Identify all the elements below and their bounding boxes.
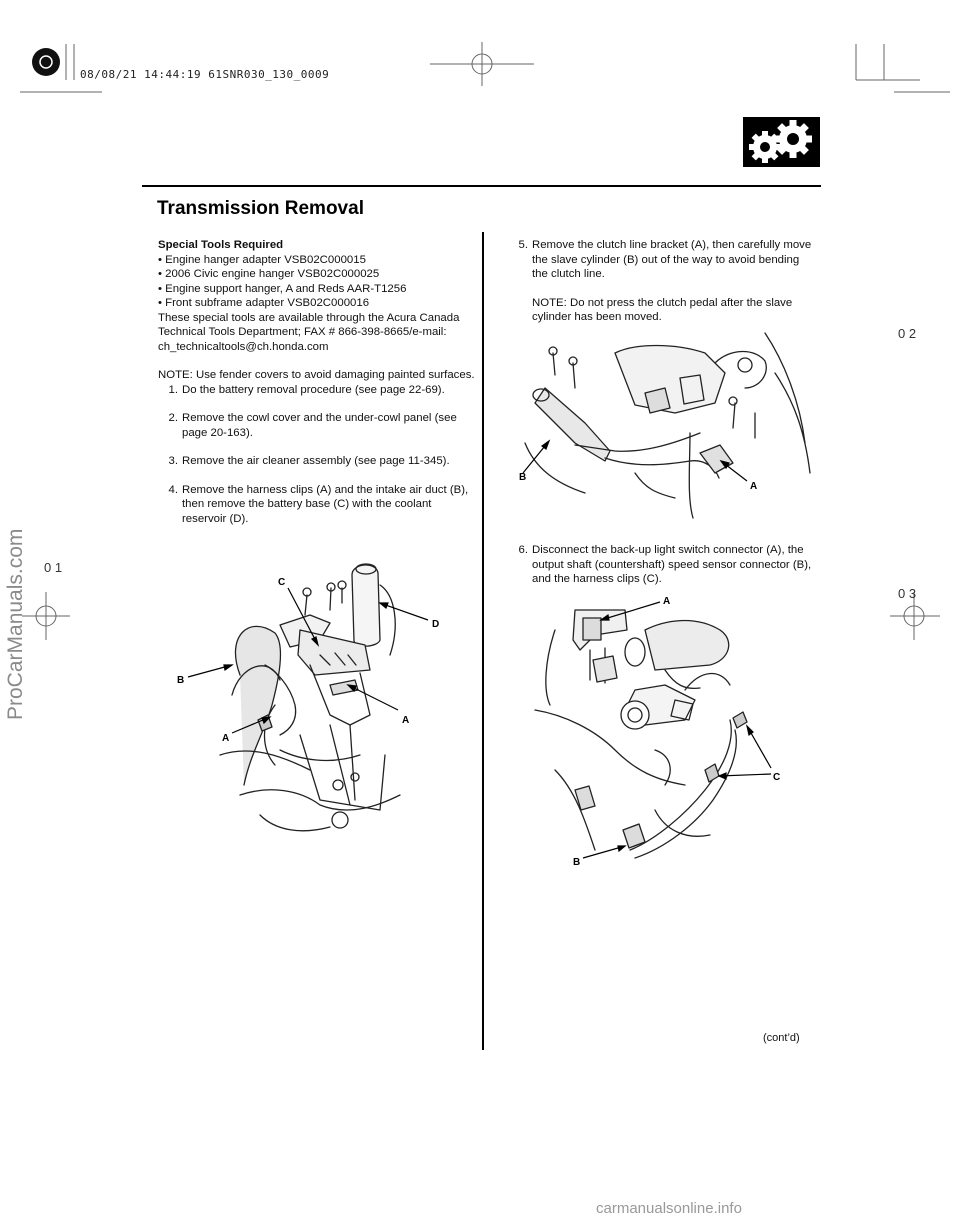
step-1 <box>158 383 476 398</box>
right-column-step-6 <box>508 543 818 587</box>
gears-icon <box>743 117 820 167</box>
watermark-procarmanuals: ProCarManuals.com <box>4 528 27 720</box>
margin-mark-03: 0 3 <box>898 586 917 601</box>
step-number: 6. <box>518 544 528 556</box>
special-tools-heading: Special Tools Required <box>158 239 284 251</box>
figure-callout-b: B <box>573 857 581 868</box>
step-number: 1. <box>168 383 178 396</box>
figure-callout-a: A <box>750 481 758 492</box>
tool-item: • 2006 Civic engine hanger VSB02C000025 <box>158 268 380 280</box>
step-4 <box>158 483 476 527</box>
step-text: Disconnect the back-up light switch connector (A), the output shaft (countershaft) speed sensor connector (B), and the harness clips (C). <box>532 544 812 585</box>
margin-mark-01: 0 1 <box>44 560 63 575</box>
step-text: Remove the cowl cover and the under-cowl panel (see page 20-163). <box>182 412 457 439</box>
figure-connectors-harness <box>535 590 810 880</box>
step-3 <box>158 454 476 469</box>
step-number: 2. <box>168 412 178 424</box>
figure-callout-c: C <box>773 772 781 783</box>
figure-callout-b: B <box>519 472 527 483</box>
header-rule <box>142 185 821 187</box>
column-divider <box>482 232 484 1050</box>
figure-callout-d: D <box>432 619 440 630</box>
tool-item: • Front subframe adapter VSB02C000016 <box>158 297 370 309</box>
step-number: 4. <box>168 483 178 496</box>
figure-callout-c: C <box>278 577 286 588</box>
tools-availability: These special tools are available through the Acura Canada Technical Tools Department; FAX # 866-398-8665/e-mail: ch_technicaltools@ch.honda.com <box>158 311 460 353</box>
figure-callout-a: A <box>663 596 671 607</box>
step-5 <box>508 238 818 325</box>
left-column <box>158 238 476 526</box>
watermark-carmanualsonline: carmanualsonline.info <box>596 1200 742 1217</box>
step-number: 3. <box>168 455 178 467</box>
figure-battery-base <box>177 555 480 845</box>
print-stamp: 08/08/21 14:44:19 61SNR030_130_0009 <box>80 68 330 81</box>
continued-marker: (cont’d) <box>763 1032 800 1044</box>
step-6 <box>508 543 818 587</box>
note-fender-covers: NOTE: Use fender covers to avoid damaging painted surfaces. <box>158 369 475 381</box>
step-2 <box>158 411 476 440</box>
step-text: Do the battery removal procedure (see page 22-69). <box>182 383 445 396</box>
page-title: Transmission Removal <box>157 198 364 219</box>
step-note: NOTE: Do not press the clutch pedal after the slave cylinder has been moved. <box>532 296 793 323</box>
tool-item: • Engine hanger adapter VSB02C000015 <box>158 253 366 266</box>
step-number: 5. <box>518 239 528 251</box>
step-text: Remove the clutch line bracket (A), then carefully move the slave cylinder (B) out of the way to avoid bending the clutch line. <box>532 239 812 280</box>
figure-callout-a: A <box>402 715 410 726</box>
right-column-step-5 <box>508 238 818 325</box>
registration-dot-icon <box>32 48 60 76</box>
figure-callout-a: A <box>222 733 230 744</box>
figure-slave-cylinder <box>515 333 815 528</box>
tool-item: • Engine support hanger, A and Reds AAR-T1256 <box>158 282 407 295</box>
margin-mark-02: 0 2 <box>898 326 917 341</box>
step-text: Remove the harness clips (A) and the intake air duct (B), then remove the battery base (C) with the coolant reservoir (D). <box>182 483 469 525</box>
figure-callout-b: B <box>177 675 185 686</box>
step-text: Remove the air cleaner assembly (see page 11-345). <box>182 455 450 467</box>
